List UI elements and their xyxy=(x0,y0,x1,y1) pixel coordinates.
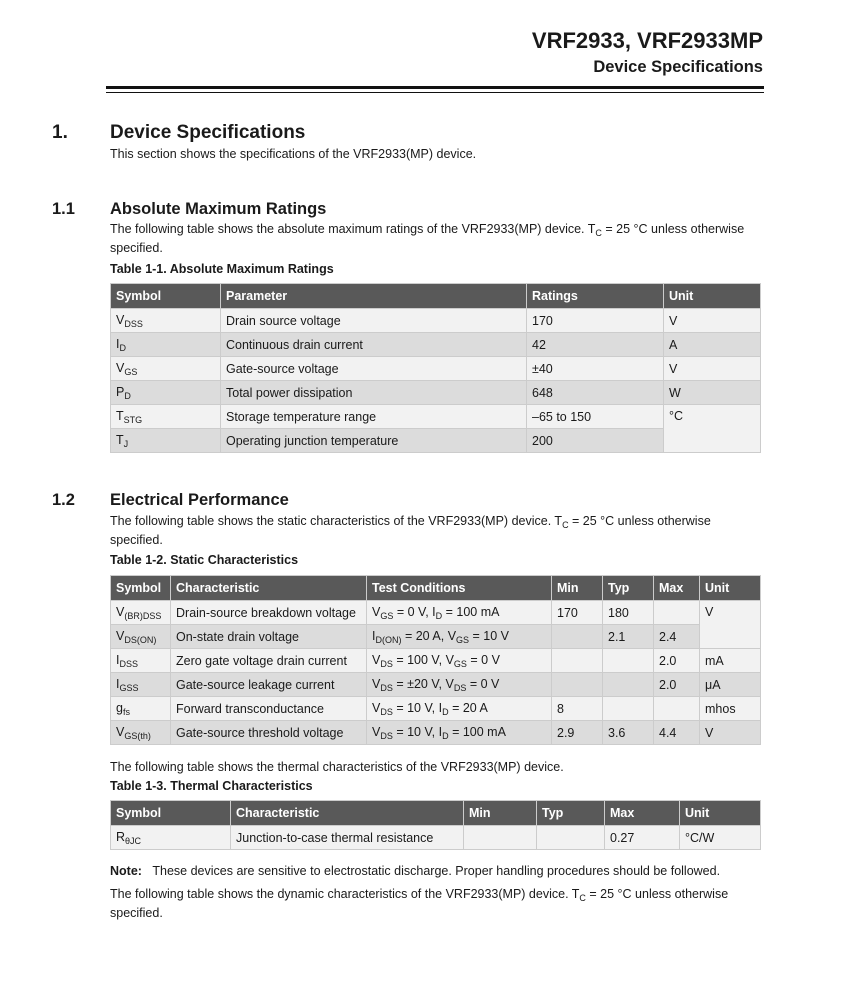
symbol-cell: $V_{GS}$ xyxy=(111,357,221,381)
parameter-cell: Gate-source voltage xyxy=(221,357,527,381)
characteristic-cell: Drain-source breakdown voltage xyxy=(171,601,367,625)
symbol-cell: $V_{GS(th)}$ xyxy=(111,721,171,745)
table-header-row xyxy=(111,284,761,309)
column-header: Characteristic xyxy=(171,576,367,601)
unit-cell: V xyxy=(664,309,761,333)
rating-cell: 200 xyxy=(527,429,664,453)
symbol-cell: $T_{STG}$ xyxy=(111,405,221,429)
column-header: Max xyxy=(654,576,700,601)
intro-text-end: = 25 °C unless otherwise specified. xyxy=(110,887,729,920)
min-cell xyxy=(552,649,603,673)
table-caption: Table 1-2. Static Characteristics xyxy=(110,553,299,567)
rating-cell: –65 to 150 xyxy=(527,405,664,429)
note-text: These devices are sensitive to electrostatic discharge. Proper handling procedures should be followed. xyxy=(152,864,721,878)
unit-cell: W xyxy=(664,381,761,405)
unit-cell: °C xyxy=(664,405,761,453)
document-subtitle: Device Specifications xyxy=(593,58,763,76)
test-conditions-cell: $V_{DS} = 10$ V, $I_D = 100$ mA xyxy=(367,721,552,745)
unit-cell: A xyxy=(664,333,761,357)
intro-text: The following table shows the dynamic characteristics of the VRF2933(MP) device. T xyxy=(110,887,580,901)
table-header-row xyxy=(111,576,761,601)
max-cell: 0.27 xyxy=(605,826,680,850)
test-conditions-cell: $V_{GS} = 0$ V, $I_D = 100$ mA xyxy=(367,601,552,625)
max-cell xyxy=(654,697,700,721)
table-row xyxy=(111,826,761,850)
intro-text: The following table shows the static characteristics of the VRF2933(MP) device. T xyxy=(110,514,563,528)
typ-cell xyxy=(603,697,654,721)
test-conditions-cell: $V_{DS} = 100$ V, $V_{GS} = 0$ V xyxy=(367,649,552,673)
column-header: Typ xyxy=(603,576,654,601)
characteristic-cell: Junction-to-case thermal resistance xyxy=(231,826,464,850)
column-header: Symbol xyxy=(111,284,221,309)
characteristic-cell: Gate-source threshold voltage xyxy=(171,721,367,745)
table-caption: Table 1-3. Thermal Characteristics xyxy=(110,779,313,793)
unit-cell: °C/W xyxy=(680,826,761,850)
table-row xyxy=(111,405,761,429)
column-header: Characteristic xyxy=(231,801,464,826)
unit-cell: μA xyxy=(700,673,761,697)
table-row xyxy=(111,601,761,625)
header-rule-thin xyxy=(106,92,764,93)
subsection-number: 1.2 xyxy=(52,491,75,509)
table-row xyxy=(111,309,761,333)
typ-cell: 2.1 xyxy=(603,625,654,649)
column-header: Typ xyxy=(537,801,605,826)
rating-cell: 42 xyxy=(527,333,664,357)
column-header: Unit xyxy=(664,284,761,309)
column-header: Parameter xyxy=(221,284,527,309)
parameter-cell: Continuous drain current xyxy=(221,333,527,357)
symbol-cell: $I_D$ xyxy=(111,333,221,357)
table-row xyxy=(111,721,761,745)
dynamic-intro xyxy=(110,887,760,921)
symbol-cell: $V_{DS(ON)}$ xyxy=(111,625,171,649)
min-cell: 170 xyxy=(552,601,603,625)
parameter-cell: Storage temperature range xyxy=(221,405,527,429)
intro-subscript: C xyxy=(562,520,569,530)
subsection-intro xyxy=(110,222,760,256)
table-row xyxy=(111,333,761,357)
column-header: Unit xyxy=(700,576,761,601)
min-cell: 2.9 xyxy=(552,721,603,745)
min-cell xyxy=(552,625,603,649)
symbol-cell: $R_{\theta JC}$ xyxy=(111,826,231,850)
intro-text: The following table shows the absolute maximum ratings of the VRF2933(MP) device. T xyxy=(110,222,596,236)
rating-cell: ±40 xyxy=(527,357,664,381)
max-cell xyxy=(654,601,700,625)
max-cell: 2.4 xyxy=(654,625,700,649)
max-cell: 2.0 xyxy=(654,673,700,697)
test-conditions-cell: $V_{DS} = 10$ V, $I_D = 20$ A xyxy=(367,697,552,721)
section-number: 1. xyxy=(52,122,68,143)
min-cell: 8 xyxy=(552,697,603,721)
typ-cell xyxy=(603,673,654,697)
table-row xyxy=(111,357,761,381)
parameter-cell: Total power dissipation xyxy=(221,381,527,405)
header-rule-thick xyxy=(106,86,764,89)
characteristic-cell: Forward transconductance xyxy=(171,697,367,721)
min-cell xyxy=(552,673,603,697)
column-header: Test Conditions xyxy=(367,576,552,601)
characteristic-cell: Gate-source leakage current xyxy=(171,673,367,697)
parameter-cell: Drain source voltage xyxy=(221,309,527,333)
static-characteristics-table xyxy=(110,575,761,745)
table-row xyxy=(111,381,761,405)
symbol-cell: $P_D$ xyxy=(111,381,221,405)
table-header-row xyxy=(111,801,761,826)
typ-cell xyxy=(603,649,654,673)
symbol-cell: $g_{fs}$ xyxy=(111,697,171,721)
characteristic-cell: Zero gate voltage drain current xyxy=(171,649,367,673)
table-row xyxy=(111,649,761,673)
symbol-cell: $T_J$ xyxy=(111,429,221,453)
column-header: Min xyxy=(464,801,537,826)
section-intro: This section shows the specifications of the VRF2933(MP) device. xyxy=(110,147,477,161)
characteristic-cell: On-state drain voltage xyxy=(171,625,367,649)
table-row xyxy=(111,697,761,721)
column-header: Max xyxy=(605,801,680,826)
section-title: Device Specifications xyxy=(110,122,306,143)
intro-text-end: = 25 °C unless otherwise specified. xyxy=(110,514,711,547)
min-cell xyxy=(464,826,537,850)
column-header: Unit xyxy=(680,801,761,826)
max-cell: 4.4 xyxy=(654,721,700,745)
table-caption: Table 1-1. Absolute Maximum Ratings xyxy=(110,262,334,276)
subsection-number: 1.1 xyxy=(52,200,75,218)
typ-cell xyxy=(537,826,605,850)
max-cell: 2.0 xyxy=(654,649,700,673)
subsection-title: Electrical Performance xyxy=(110,491,289,509)
column-header: Min xyxy=(552,576,603,601)
test-conditions-cell: $V_{DS} = \pm 20$ V, $V_{DS} = 0$ V xyxy=(367,673,552,697)
table-row xyxy=(111,673,761,697)
typ-cell: 180 xyxy=(603,601,654,625)
absolute-max-ratings-table xyxy=(110,283,761,453)
column-header: Symbol xyxy=(111,801,231,826)
intro-subscript: C xyxy=(595,228,602,238)
symbol-cell: $V_{DSS}$ xyxy=(111,309,221,333)
intro-subscript: C xyxy=(579,893,586,903)
unit-cell: V xyxy=(700,601,761,649)
test-conditions-cell: $I_{D(ON)} = 20$ A, $V_{GS} = 10$ V xyxy=(367,625,552,649)
subsection-intro xyxy=(110,514,760,548)
thermal-intro: The following table shows the thermal characteristics of the VRF2933(MP) device. xyxy=(110,760,564,774)
symbol-cell: $I_{DSS}$ xyxy=(111,649,171,673)
table-row xyxy=(111,625,761,649)
intro-text-end: = 25 °C unless otherwise specified. xyxy=(110,222,745,255)
unit-cell: V xyxy=(664,357,761,381)
document-title: VRF2933, VRF2933MP xyxy=(531,28,763,53)
parameter-cell: Operating junction temperature xyxy=(221,429,527,453)
thermal-characteristics-table xyxy=(110,800,761,850)
table-row xyxy=(111,429,761,453)
rating-cell: 170 xyxy=(527,309,664,333)
note-label: Note: xyxy=(110,864,142,878)
symbol-cell: $I_{GSS}$ xyxy=(111,673,171,697)
rating-cell: 648 xyxy=(527,381,664,405)
column-header: Ratings xyxy=(527,284,664,309)
unit-cell: mA xyxy=(700,649,761,673)
subsection-title: Absolute Maximum Ratings xyxy=(110,200,327,218)
typ-cell: 3.6 xyxy=(603,721,654,745)
symbol-cell: $V_{(BR)DSS}$ xyxy=(111,601,171,625)
esd-note xyxy=(110,864,760,879)
unit-cell: mhos xyxy=(700,697,761,721)
unit-cell: V xyxy=(700,721,761,745)
column-header: Symbol xyxy=(111,576,171,601)
